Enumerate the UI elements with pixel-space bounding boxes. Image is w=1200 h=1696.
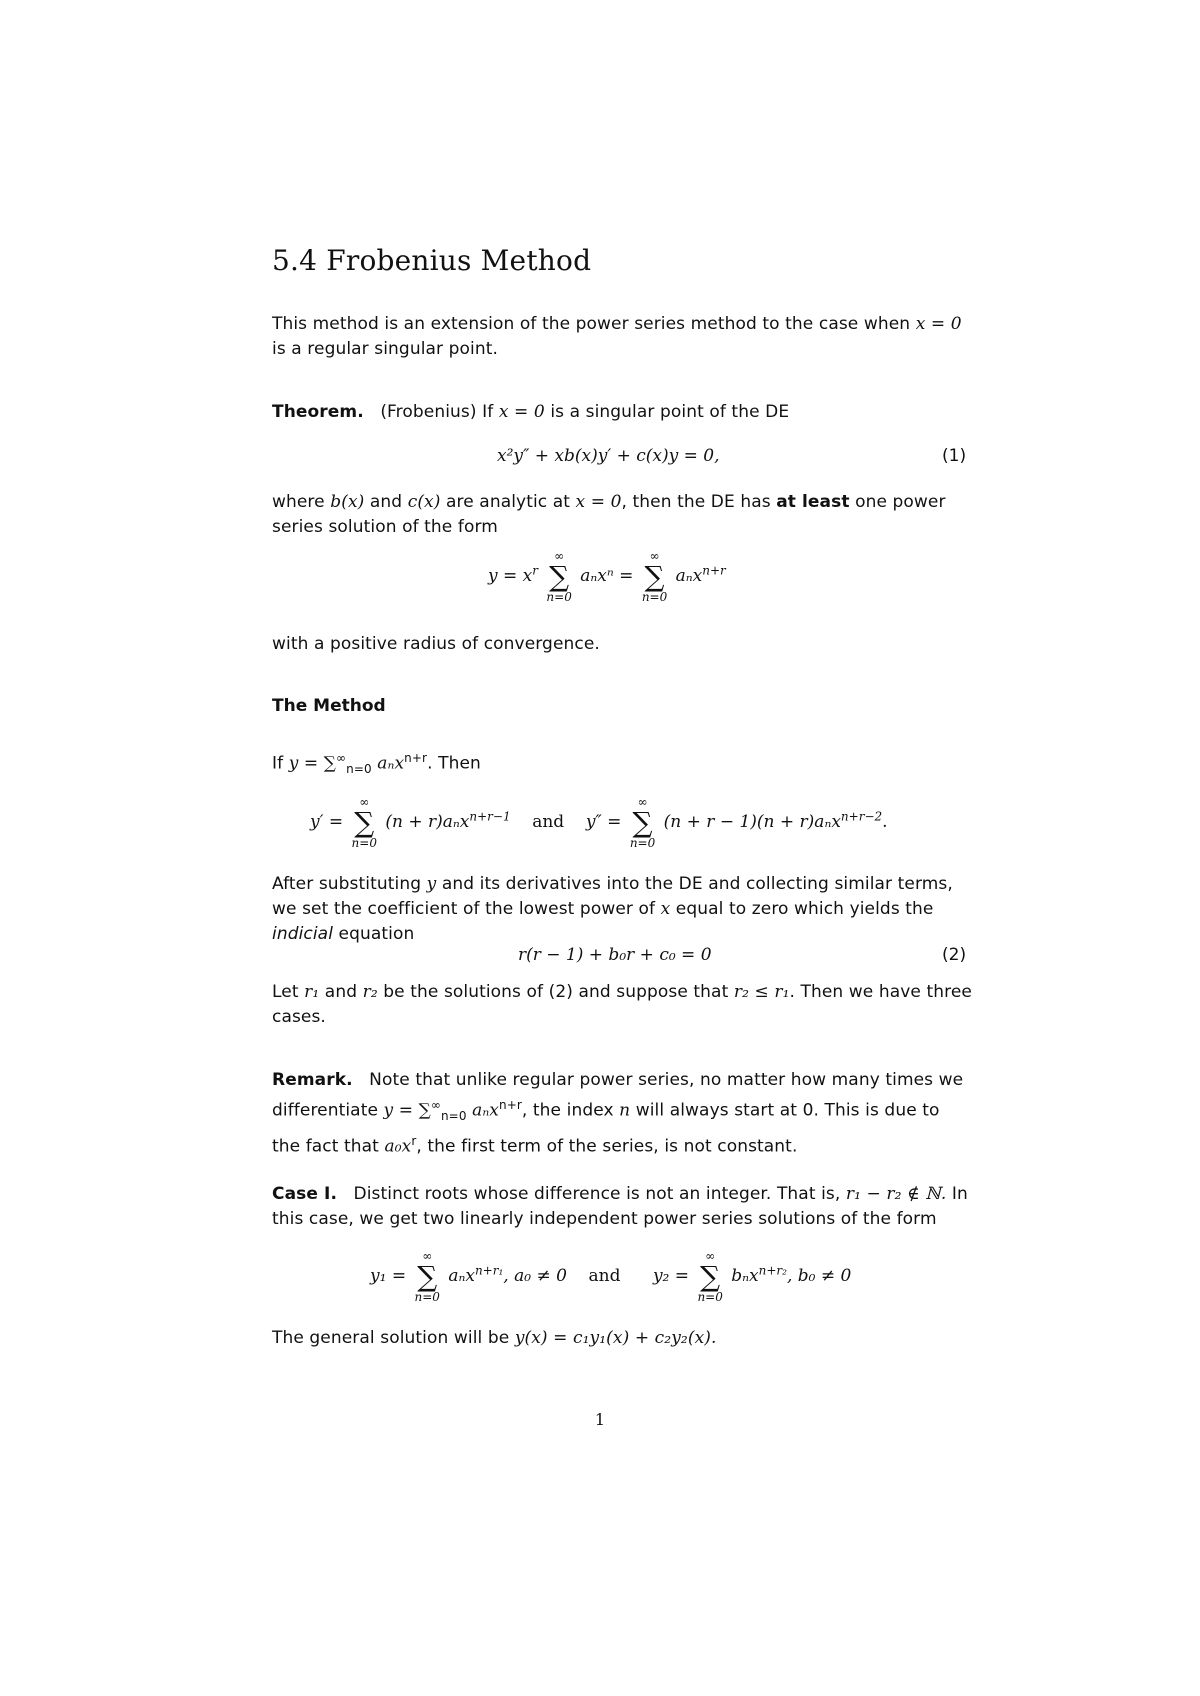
remark-n: n [619, 1100, 631, 1121]
sum-lower-3: n=0 [351, 836, 377, 851]
series-sup-r: r [532, 563, 538, 578]
theorem-conditions [272, 490, 972, 540]
intro-text-2: is a regular singular point. [272, 339, 498, 359]
if-term: aₙx [377, 753, 405, 774]
sum-upper-6: ∞ [705, 1249, 716, 1263]
para1b-text: and its derivatives into the DE and collecting similar terms, we set the coefficient of the lowest power of [272, 874, 953, 919]
remark-math: y = ∑ [383, 1100, 431, 1121]
equation-1-number: (1) [942, 446, 967, 466]
roots-and: and [324, 982, 358, 1002]
remark-text-4: , the first term of the series, is not constant. [416, 1136, 798, 1157]
page-number: 1 [594, 1410, 606, 1429]
sum-upper: ∞ [554, 549, 565, 563]
then-text-2: . Then [427, 753, 481, 774]
series-term-2-sup: n+r [702, 563, 726, 578]
equation-word: equation [338, 924, 415, 944]
r1-math: r₁ [304, 982, 320, 1002]
equation-2-number: (2) [942, 945, 967, 965]
case1-math: r₁ − r₂ ∉ ℕ. [845, 1184, 947, 1204]
ydprime-term: (n + r − 1)(n + r)aₙx [663, 812, 841, 833]
sum-upper-4: ∞ [637, 795, 648, 809]
if-term-sup: n+r [404, 751, 428, 765]
series-equals: = [619, 566, 634, 587]
theorem-text-1: is a singular point of the DE [550, 402, 790, 422]
sum-lower: n=0 [546, 590, 572, 605]
para1-y: y [426, 874, 437, 894]
sum-lower-6: n=0 [697, 1290, 723, 1305]
and-text: and [369, 492, 403, 512]
bx-math: b(x) [330, 492, 365, 512]
y2-sup: n+r₂ [758, 1263, 787, 1278]
series-term-2: aₙx [675, 566, 703, 587]
then-text: , then the DE has [621, 492, 771, 512]
sum-upper-3: ∞ [359, 795, 370, 809]
series-lhs: y = x [488, 566, 533, 587]
para1c-text: equal to zero which yields the [675, 899, 934, 919]
derivatives-and: and [532, 812, 565, 833]
remark-text-1: Note that unlike regular power series, no matter how many times we differentiate [272, 1070, 964, 1121]
case1-and: and [588, 1266, 621, 1287]
remark-sup: ∞ [430, 1098, 441, 1112]
series-term-1: aₙxⁿ [580, 566, 614, 587]
sum-lower-5: n=0 [414, 1290, 440, 1305]
remark-a0-sup: r [411, 1134, 417, 1149]
sum-lower-4: n=0 [629, 836, 656, 851]
where-text: where [272, 492, 325, 512]
one-power-text: one power series solution of the form [272, 492, 946, 537]
sum-upper-2: ∞ [649, 549, 660, 563]
y2-term: bₙx [731, 1266, 759, 1287]
section-title: 5.4 Frobenius Method [272, 244, 592, 277]
if-math: y = ∑ [288, 753, 337, 774]
remark-text-3: will always start at 0. This is due to the fact that [272, 1100, 940, 1157]
intro-text-1: This method is an extension of the power series method to the case when [272, 314, 911, 334]
r2-math: r₂ [362, 982, 378, 1002]
para1-x: x [660, 899, 671, 919]
analytic-text: are analytic at [446, 492, 571, 512]
ineq-math: r₂ ≤ r₁ [733, 982, 790, 1002]
roots-paragraph [272, 980, 972, 1030]
y2-cond: , b₀ ≠ 0 [786, 1266, 852, 1287]
remark-label: Remark. [272, 1070, 353, 1090]
series-equation [488, 550, 726, 603]
y2-lhs: y₂ = [652, 1266, 690, 1287]
y1-sup: n+r₁ [474, 1263, 504, 1278]
derivatives-equation [310, 796, 888, 849]
ydprime-lhs: y″ = [585, 812, 622, 833]
if-sub: n=0 [346, 762, 372, 777]
para1-text: After substituting [272, 874, 422, 894]
intro-math: x = 0 [915, 314, 962, 334]
let3-text: . Then we have three cases. [272, 982, 972, 1027]
y1-term: aₙx [448, 1266, 475, 1287]
cx-math: c(x) [407, 492, 441, 512]
remark-text-2: , the index [521, 1100, 614, 1121]
at-least-text: at least [776, 492, 850, 512]
case1-label: Case I. [272, 1184, 337, 1204]
let2-text: be the solutions of (2) and suppose that [383, 982, 729, 1002]
if-text: If [272, 753, 284, 774]
let-text: Let [272, 982, 299, 1002]
remark-paragraph [272, 1068, 972, 1160]
remark-term-sup: n+r [499, 1098, 522, 1112]
sum-symbol-6: ∞ ∑ n=0 [697, 1249, 723, 1305]
analytic-x0: x = 0 [575, 492, 622, 512]
if-sup: ∞ [336, 751, 347, 765]
sum-symbol-2: ∞ ∑ n=0 [641, 549, 668, 605]
sum-symbol-3: ∞ ∑ n=0 [351, 795, 377, 851]
yprime-lhs: y′ = [310, 812, 344, 833]
yprime-sup: n+r−1 [469, 809, 511, 824]
general-text: The general solution will be [272, 1328, 510, 1348]
yprime-term: (n + r)aₙx [385, 812, 470, 833]
method-heading: The Method [272, 696, 386, 716]
theorem-math-x0: x = 0 [498, 402, 545, 422]
method-if-line [272, 746, 972, 782]
sum-symbol-1: ∞ ∑ n=0 [546, 549, 572, 605]
general-solution [272, 1326, 972, 1351]
remark-sub: n=0 [440, 1109, 467, 1124]
indicial-word: indicial [272, 924, 334, 944]
general-math: y(x) = c₁y₁(x) + c₂y₂(x). [514, 1328, 717, 1348]
substitution-paragraph [272, 872, 972, 947]
intro-paragraph [272, 312, 972, 362]
case1-paragraph [272, 1182, 972, 1232]
case1-text-1: Distinct roots whose difference is not an integer. That is, [353, 1184, 841, 1204]
sum-symbol-4: ∞ ∑ n=0 [629, 795, 656, 851]
sum-symbol-5: ∞ ∑ n=0 [414, 1249, 440, 1305]
remark-term: aₙx [472, 1100, 499, 1121]
y1-cond: , a₀ ≠ 0 [503, 1266, 567, 1287]
convergence-text: with a positive radius of convergence. [272, 634, 600, 654]
theorem-statement [272, 400, 972, 425]
y1-lhs: y₁ = [370, 1266, 407, 1287]
equation-2: r(r − 1) + b₀r + c₀ = 0 [518, 945, 712, 965]
theorem-name: (Frobenius) If [380, 402, 494, 422]
case1-solutions [370, 1250, 851, 1303]
sum-lower-2: n=0 [641, 590, 668, 605]
sum-upper-5: ∞ [422, 1249, 433, 1263]
remark-a0: a₀x [384, 1136, 412, 1157]
case1-text-2: In this case, we get two linearly independent power series solutions of the form [272, 1184, 968, 1229]
theorem-label: Theorem. [272, 402, 364, 422]
derivatives-period: . [882, 812, 888, 833]
ydprime-sup: n+r−2 [840, 809, 883, 824]
equation-1: x²y″ + xb(x)y′ + c(x)y = 0, [497, 446, 720, 466]
